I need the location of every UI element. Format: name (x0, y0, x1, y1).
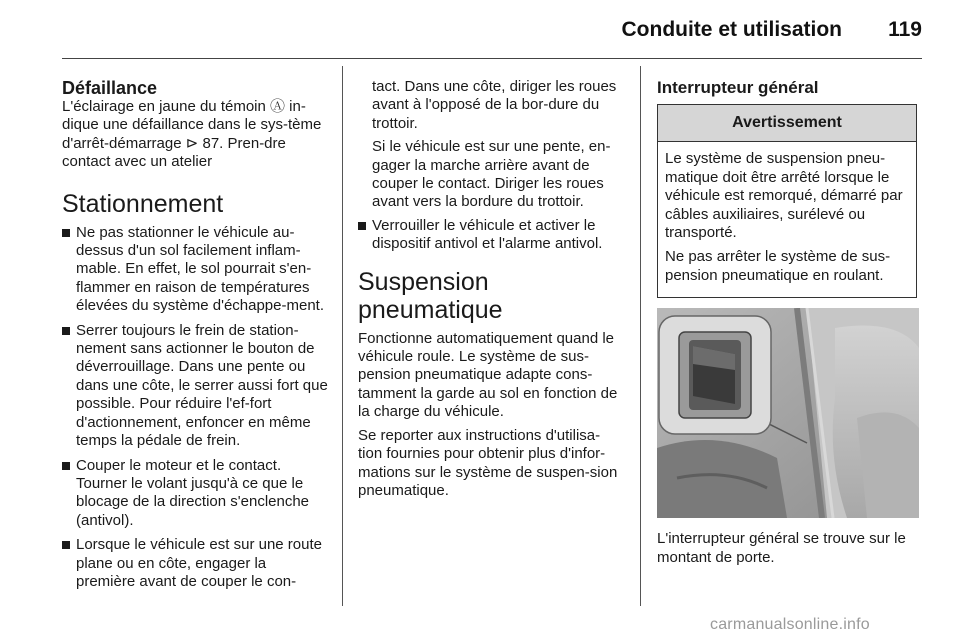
list-item-text: Ne pas stationner le véhicule au-dessus d'un sol facilement inflam-mable. En effet, le sol pourrait s'en-flammer en raison de températures élevées du système d'échappe-ment. (76, 223, 325, 315)
bullet-icon (62, 229, 70, 237)
column-divider-1 (342, 66, 343, 606)
bullet-icon (62, 462, 70, 470)
continued-text: tact. Dans une côte, diriger les roues avant à l'opposé de la bor-dure du trottoir. (372, 78, 617, 132)
running-header-title: Conduite et utilisation (621, 18, 842, 41)
photo-caption: L'interrupteur général se trouve sur le montant de porte. (657, 530, 906, 566)
warning-text-1: Le système de suspension pneu-matique doit être arrêté lorsque le véhicule est remorqué, démarré par câbles auxiliaires, surélevé ou transporté. (665, 150, 903, 242)
warning-box (657, 104, 917, 298)
warning-text-2: Ne pas arrêter le système de sus-pension pneumatique en roulant. (665, 248, 891, 284)
column-1 (62, 78, 328, 597)
switch-location-photo (657, 308, 919, 518)
list-item-text: Lorsque le véhicule est sur une route plane ou en côte, engager la première avant de couper le con- (76, 536, 322, 590)
list-item (62, 536, 328, 591)
list-item-text: Verrouiller le véhicule et activer le dispositif antivol et l'alarme antivol. (372, 216, 603, 253)
column-divider-2 (640, 66, 641, 606)
list-item-text: Serrer toujours le frein de station-nement sans actionner le bouton de déverrouillage. Dans une pente ou dans une côte, le serrer aussi fort que possible. Pour réduire l'ef-fort d'actionnement, enfoncer en même temps la pédale de frein. (76, 321, 328, 450)
warning-label: Avertissement (658, 105, 916, 142)
bullet-icon (62, 541, 70, 549)
suspension-text-2: Se reporter aux instructions d'utilisa-tion fournies pour obtenir plus d'infor-mations sur le système de suspen-sion pneumatique. (358, 426, 618, 499)
suspension-heading: Suspension pneumatique (358, 267, 503, 324)
bullet-icon (62, 327, 70, 335)
slope-text: Si le véhicule est sur une pente, en-gager la marche arrière avant de couper le contact. Diriger les roues avant vers la bordure du trottoir. (372, 138, 611, 211)
suspension-text-1: Fonctionne automatiquement quand le véhicule roule. Le système de sus-pension pneumatique adapte cons-tamment la garde au sol en fonction de la charge du véhicule. (358, 329, 618, 421)
list-item (62, 322, 328, 451)
parking-list (62, 224, 328, 592)
list-item-text: Couper le moteur et le contact. Tourner le volant jusqu'à ce que le blocage de la direction s'enclenche (antivol). (76, 456, 310, 529)
list-item (358, 217, 624, 254)
lock-list (358, 217, 624, 254)
page-number: 119 (888, 18, 922, 41)
watermark-text: carmanualsonline.info (710, 616, 870, 633)
bullet-icon (358, 222, 366, 230)
parking-heading: Stationnement (62, 189, 224, 218)
header-divider (62, 58, 922, 59)
warning-body (658, 142, 916, 297)
list-item (62, 224, 328, 316)
column-2 (358, 78, 624, 505)
list-item (62, 457, 328, 531)
failure-heading: Défaillance (62, 78, 158, 98)
column-3 (657, 78, 921, 572)
switch-heading: Interrupteur général (657, 78, 819, 97)
failure-text: L'éclairage en jaune du témoin Ⓐ in-dique une défaillance dans le sys-tème d'arrêt-démarrage ⊳ 87. Pren-dre contact avec un atelier (62, 98, 322, 171)
